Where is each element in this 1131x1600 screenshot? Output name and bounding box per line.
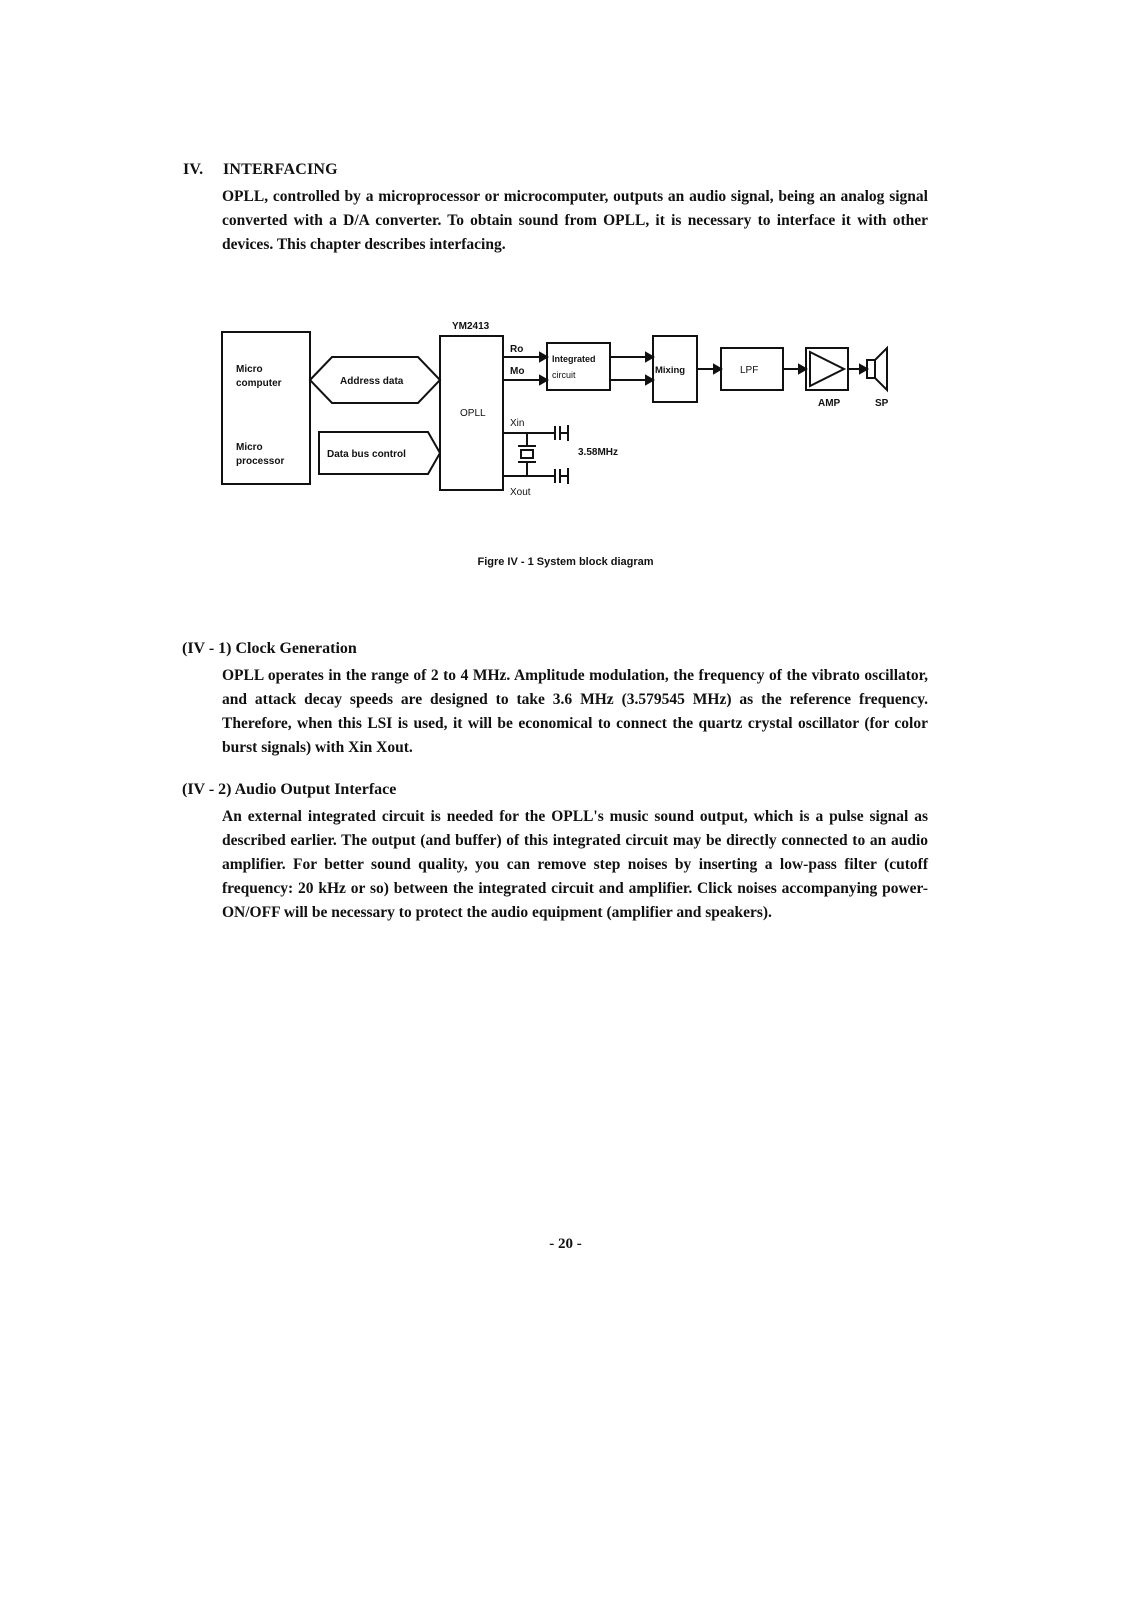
opll-label: OPLL <box>460 408 486 419</box>
data-bus-label: Data bus control <box>327 449 406 460</box>
section-number: IV. <box>183 161 204 178</box>
mix-lpf-arrowhead <box>714 365 721 373</box>
lpf-amp-arrowhead <box>799 365 806 373</box>
micro-processor-label-1: Micro <box>236 442 263 453</box>
audio-paragraph: An external integrated circuit is needed for the OPLL's music sound output, which is a pulse signal as described earlier. The output (and buffer) of this integrated circuit may be directly connected to an audio amplifier. For better sound quality, you can remove step noises by inserting a low-pass filter (cutoff frequency: 20 kHz or so) between the integrated circuit and amplifier. Click noises accompanying power-ON/OFF will be necessary to protect the audio equipment (amplifier and speakers). <box>222 808 928 921</box>
sp-label: SP <box>875 398 889 409</box>
xin-pin-label: Xin <box>510 418 525 429</box>
crystal-freq-label: 3.58MHz <box>578 447 619 458</box>
speaker-cone-icon <box>875 348 887 390</box>
integrated-circuit-block <box>547 343 610 390</box>
mo-arrowhead <box>540 376 547 384</box>
amp-block <box>806 348 848 390</box>
section-title: INTERFACING <box>223 161 338 178</box>
mo-pin-label: Mo <box>510 366 525 377</box>
integrated-label-2: circuit <box>552 370 576 380</box>
intro-paragraph: OPLL, controlled by a microprocessor or microcomputer, outputs an audio signal, being an analog signal converted with a D/A converter. To obtain sound from OPLL, it is necessary to interface it with other devices. This chapter describes interfacing. <box>222 188 928 253</box>
figure-caption: Figre IV - 1 System block diagram <box>477 556 654 568</box>
amp-sp-arrowhead <box>860 365 867 373</box>
micro-processor-label-2: processor <box>236 456 285 467</box>
integrated-label-1: Integrated <box>552 354 596 364</box>
address-data-label: Address data <box>340 376 404 387</box>
xout-pin-label: Xout <box>510 487 531 498</box>
clock-heading: (IV - 1) Clock Generation <box>182 640 357 657</box>
lpf-label: LPF <box>740 365 759 376</box>
ic-mix-arrowhead-2 <box>646 376 653 384</box>
ro-pin-label: Ro <box>510 344 524 355</box>
ro-arrowhead <box>540 353 547 361</box>
page-number: - 20 - <box>549 1236 582 1252</box>
chip-label: YM2413 <box>452 321 490 332</box>
ic-mix-arrowhead-1 <box>646 353 653 361</box>
micro-computer-label-1: Micro <box>236 364 263 375</box>
crystal-icon <box>521 450 533 458</box>
amp-triangle <box>810 352 844 386</box>
amp-label: AMP <box>818 398 841 409</box>
micro-computer-label-2: computer <box>236 378 282 389</box>
mixing-label: Mixing <box>655 365 686 376</box>
audio-heading: (IV - 2) Audio Output Interface <box>182 781 397 798</box>
clock-paragraph: OPLL operates in the range of 2 to 4 MHz. Amplitude modulation, the frequency of the vibrato oscillator, and attack decay speeds are designed to take 3.6 MHz (3.579545 MHz) as the reference frequency. Therefore, when this LSI is used, it will be economical to connect the quartz crystal oscillator (for color burst signals) with Xin Xout. <box>222 667 928 756</box>
system-block-diagram <box>0 0 1131 560</box>
